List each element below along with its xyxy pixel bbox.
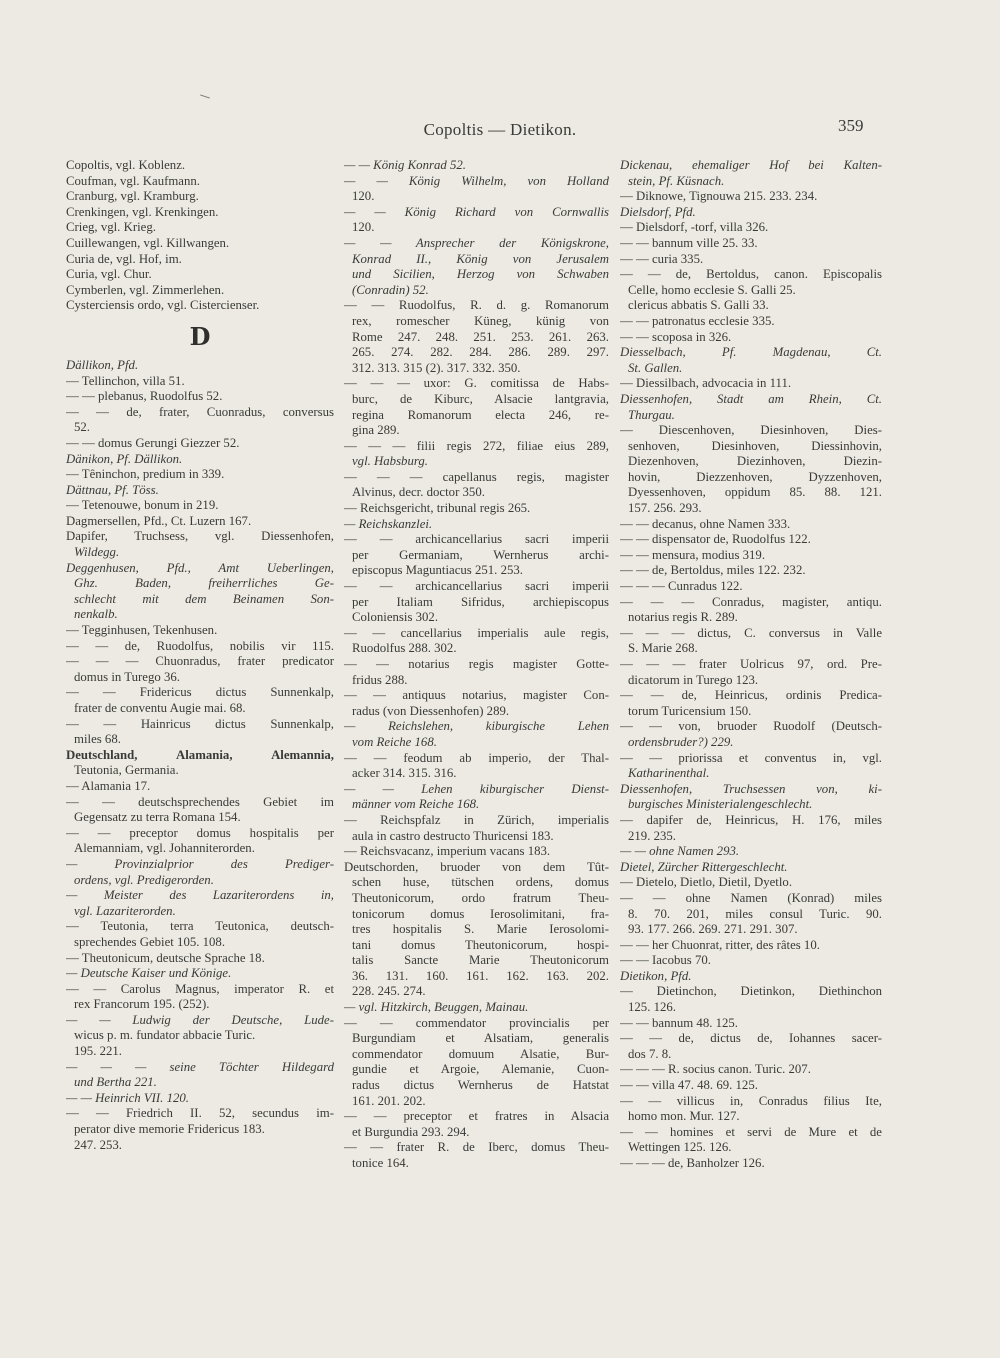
index-entry-line: — Teutonia, terra Teutonica, deutsch- <box>66 919 334 934</box>
index-entry-line: S. Marie 268. <box>628 641 698 656</box>
index-entry-line: Dänikon, Pf. Dällikon. <box>66 451 183 466</box>
index-entry-line: — — preceptor et fratres in Alsacia <box>344 1109 609 1124</box>
index-entry-line: Diezenhoven, Diezinhoven, Diezin- <box>628 454 882 469</box>
index-entry-line: — Reichslehen, kiburgische Lehen <box>344 719 609 734</box>
index-entry-line: aula in castro destructo Thuricensi 183. <box>352 828 554 843</box>
index-entry-line: — — bannum 48. 125. <box>620 1015 739 1030</box>
index-entry-line: 93. 177. 266. 269. 271. 291. 307. <box>628 922 798 937</box>
index-entry-line: — Reichskanzlei. <box>344 516 433 531</box>
index-entry-line: Dällikon, Pfd. <box>66 357 139 372</box>
index-entry-line: — — — Conradus, magister, antiqu. <box>620 594 882 609</box>
index-entry-line: Wettingen 125. 126. <box>628 1140 732 1155</box>
index-entry-line: Coloniensis 302. <box>352 610 439 625</box>
index-entry-line: — — scoposa in 326. <box>620 329 732 344</box>
index-entry-line: Deutschland, Alamania, Alemannia, <box>66 747 334 762</box>
index-entry-line: — Alamania 17. <box>66 778 151 793</box>
index-entry-line: — — her Chuonrat, ritter, des râtes 10. <box>620 937 820 952</box>
index-entry-line: — Meister des Lazariterordens in, <box>66 888 334 903</box>
index-entry-line: Thurgau. <box>628 407 675 422</box>
index-entry-line: Dättnau, Pf. Töss. <box>66 482 159 497</box>
index-entry-line: — — plebanus, Ruodolfus 52. <box>66 389 223 404</box>
index-column-1 <box>66 158 334 1153</box>
index-entry-line: — — villicus in, Conradus filius Ite, <box>620 1093 882 1108</box>
index-entry-line: per Germaniam, Wernherus archi- <box>352 547 609 562</box>
index-entry-line: — — domus Gerungi Giezzer 52. <box>66 435 240 450</box>
index-entry-line: Crieg, vgl. Krieg. <box>66 220 156 235</box>
index-entry-line: — — — Chuonradus, frater predicator <box>66 654 334 669</box>
index-entry-line: tres hospitalis S. Marie Ierosolomi- <box>352 922 609 937</box>
index-entry-line: Curia de, vgl. Hof, im. <box>66 251 182 266</box>
index-entry-line: tonice 164. <box>352 1156 409 1170</box>
index-entry-line: rex Francorum 195. (252). <box>74 997 210 1012</box>
index-entry-line: Cuillewangen, vgl. Killwangen. <box>66 235 230 250</box>
index-entry-line: — — homines et servi de Mure et de <box>620 1124 882 1139</box>
index-entry-line: Ghz. Baden, freiherrliches Ge- <box>74 576 334 591</box>
index-entry-line: — — Carolus Magnus, imperator R. et <box>66 981 334 996</box>
index-entry-line: Theutonicorum, ordo fratrum Theu- <box>352 890 609 905</box>
index-entry-line: Alvinus, decr. doctor 350. <box>352 485 485 500</box>
index-entry-line: 195. 221. <box>74 1044 122 1059</box>
index-entry-line: clericus abbatis S. Galli 33. <box>628 298 769 313</box>
index-entry-line: — — ohne Namen (Konrad) miles <box>620 890 882 905</box>
index-entry-line: 125. 126. <box>628 1000 676 1015</box>
index-entry-line: Wildegg. <box>74 545 120 560</box>
index-entry-line: radus (von Diessenhofen) 289. <box>352 703 510 718</box>
index-entry-line: — — — Cunradus 122. <box>620 579 743 594</box>
index-entry-line: Diessenhofen, Stadt am Rhein, Ct. <box>620 391 882 406</box>
index-entry-line: männer vom Reiche 168. <box>352 797 480 812</box>
index-entry-line: St. Gallen. <box>628 360 683 375</box>
index-entry-line: torum Turicensium 150. <box>628 703 752 718</box>
index-entry-line: — — cancellarius imperialis aule regis, <box>344 625 609 640</box>
index-entry-line: Alemanniam, vgl. Johanniterorden. <box>74 841 255 856</box>
index-entry-line: notarius regis R. 289. <box>628 610 738 625</box>
index-entry-line: Cymberlen, vgl. Zimmerlehen. <box>66 282 225 297</box>
index-entry-line: Coufman, vgl. Kaufmann. <box>66 173 200 188</box>
index-entry-line: — — Lehen kiburgischer Dienst- <box>344 781 609 796</box>
index-entry-line: regina Romanorum electa 246, re- <box>352 407 609 422</box>
index-entry-line: gina 289. <box>352 423 400 438</box>
index-entry-line: vgl. Habsburg. <box>352 454 428 469</box>
index-entry-line: — Reichspfalz in Zürich, imperialis <box>344 812 609 827</box>
index-entry-line: Dielsdorf, Pfd. <box>620 204 696 219</box>
index-entry-line: — — de, Bertoldus, canon. Episcopalis <box>620 267 882 282</box>
index-entry-line: — — Heinrich VII. 120. <box>66 1090 189 1105</box>
index-entry-line: Cranburg, vgl. Kramburg. <box>66 189 199 204</box>
index-entry-line: Burgundiam et Alsatiam, generalis <box>352 1031 609 1046</box>
index-entry-line: — — Iacobus 70. <box>620 953 711 968</box>
index-entry-line: perator dive memorie Fridericus 183. <box>74 1122 265 1137</box>
index-entry-line: Katharinenthal. <box>628 766 710 781</box>
index-entry-line: — — archicancellarius sacri imperii <box>344 579 609 594</box>
index-entry-line: — — patronatus ecclesie 335. <box>620 313 775 328</box>
index-entry-line: Dickenau, ehemaliger Hof bei Kalten- <box>620 158 882 172</box>
index-entry-line: Celle, homo ecclesie S. Galli 25. <box>628 282 796 297</box>
index-entry-line: rex, romescher Küneg, künig von <box>352 313 609 328</box>
index-entry-line: — — von, bruoder Ruodolf (Deutsch- <box>620 719 882 734</box>
index-entry-line: — Tellinchon, villa 51. <box>66 373 185 388</box>
index-entry-line: — Dietinchon, Dietinkon, Diethinchon <box>620 984 882 999</box>
index-entry-line: — — curia 335. <box>620 251 704 266</box>
index-entry-line: — Têninchon, predium in 339. <box>66 467 225 482</box>
index-entry-line: gundie et Argoie, Alemanie, Cuon- <box>352 1062 609 1077</box>
index-entry-line: fridus 288. <box>352 672 408 687</box>
index-entry-line: wicus p. m. fundator abbacie Turic. <box>74 1028 256 1043</box>
index-entry-line: — — preceptor domus hospitalis per <box>66 825 334 840</box>
index-entry-line: Ruodolfus 288. 302. <box>352 641 457 656</box>
index-entry-line: episcopus Maguntiacus 251. 253. <box>352 563 523 578</box>
index-entry-line: et Burgundia 293. 294. <box>352 1124 470 1139</box>
index-entry-line: 36. 131. 160. 161. 162. 163. 202. <box>352 968 609 983</box>
index-entry-line: — Tegginhusen, Tekenhusen. <box>66 623 218 638</box>
index-entry-line: — — Hainricus dictus Sunnenkalp, <box>66 716 334 731</box>
index-entry-line: — — de, Heinricus, ordinis Predica- <box>620 688 882 703</box>
index-entry-line: Gegensatz zu terra Romana 154. <box>74 810 241 825</box>
index-entry-line: — — König Wilhelm, von Holland <box>344 173 609 188</box>
index-entry-line: Dapifer, Truchsess, vgl. Diessenhofen, <box>66 529 334 544</box>
index-entry-line: homo mon. Mur. 127. <box>628 1109 740 1124</box>
index-entry-line: — — — frater Uolricus 97, ord. Pre- <box>620 657 882 671</box>
index-entry-line: 265. 274. 282. 284. 286. 289. 297. <box>352 345 609 360</box>
index-entry-line: 161. 201. 202. <box>352 1093 426 1108</box>
index-entry-line: (Conradin) 52. <box>352 282 429 297</box>
index-entry-line: Deggenhusen, Pfd., Amt Ueberlingen, <box>66 560 334 575</box>
index-entry-line: 312. 313. 315 (2). 317. 332. 350. <box>352 360 521 375</box>
index-entry-line: Dietel, Zürcher Rittergeschlecht. <box>620 859 788 874</box>
index-entry-line: — — Friedrich II. 52, secundus im- <box>66 1106 334 1121</box>
index-entry-line: — — Ansprecher der Königskrone, <box>344 235 609 250</box>
index-entry-line: burgisches Ministerialengeschlecht. <box>628 797 813 812</box>
print-speck <box>200 94 210 98</box>
index-entry-line: 247. 253. <box>74 1137 122 1152</box>
page-number: 359 <box>838 116 864 135</box>
index-entry-line: und Sicilien, Herzog von Schwaben <box>352 267 609 282</box>
index-entry-line: Curia, vgl. Chur. <box>66 267 152 282</box>
index-entry-line: sprechendes Gebiet 105. 108. <box>74 934 226 949</box>
index-entry-line: Rome 247. 248. 251. 253. 261. 263. <box>352 329 609 344</box>
index-entry-line: — — deutschsprechendes Gebiet im <box>66 794 334 809</box>
index-entry-line: Crenkingen, vgl. Krenkingen. <box>66 204 219 219</box>
index-entry-line: vom Reiche 168. <box>352 734 437 749</box>
index-entry-line: per Italiam Sifridus, archiepiscopus <box>352 594 609 609</box>
index-entry-line: und Bertha 221. <box>74 1075 157 1090</box>
index-entry-line: schlecht mit dem Beinamen Son- <box>74 591 334 606</box>
index-entry-line: — — antiquus notarius, magister Con- <box>344 688 609 703</box>
index-entry-line: — — archicancellarius sacri imperii <box>344 532 609 547</box>
index-entry-line: — — de, dictus de, Iohannes sacer- <box>620 1031 882 1046</box>
index-entry-line: Konrad II., König von Jerusalem <box>352 251 609 266</box>
index-entry-line: nenkalb. <box>74 607 118 622</box>
index-entry-line: hovin, Diezzenhoven, Dyzzenhoven, <box>628 469 882 484</box>
index-entry-line: ordens, vgl. Predigerorden. <box>74 872 214 887</box>
index-entry-line: Diesselbach, Pf. Magdenau, Ct. <box>620 345 882 360</box>
index-entry-line: — — — R. socius canon. Turic. 207. <box>620 1062 811 1077</box>
running-header: Copoltis — Dietikon. <box>423 120 577 139</box>
index-entry-line: — — König Konrad 52. <box>344 158 466 172</box>
index-entry-line: — Tetenouwe, bonum in 219. <box>66 498 219 513</box>
index-entry-line: — — Ludwig der Deutsche, Lude- <box>66 1012 334 1027</box>
index-entry-line: 120. <box>352 189 375 204</box>
index-entry-line: — — feodum ab imperio, der Thal- <box>344 750 609 765</box>
index-entry-line: — Theutonicum, deutsche Sprache 18. <box>66 950 265 965</box>
index-entry-line: acker 314. 315. 316. <box>352 766 457 781</box>
index-entry-line: — — — dictus, C. conversus in Valle <box>620 625 882 640</box>
index-entry-line: 8. 70. 201, miles consul Turic. 90. <box>628 906 882 921</box>
index-entry-line: frater de conventu Augie mai. 68. <box>74 701 246 715</box>
index-entry-line: — — mensura, modius 319. <box>620 547 766 562</box>
index-entry-line: — Dielsdorf, -torf, villa 326. <box>620 220 769 235</box>
index-entry-line: talis Sancte Marie Theutonicorum <box>352 953 609 968</box>
index-entry-line: — — ohne Namen 293. <box>620 844 740 859</box>
index-entry-line: 228. 245. 274. <box>352 984 426 999</box>
index-entry-line: — vgl. Hitzkirch, Beuggen, Mainau. <box>344 1000 529 1015</box>
index-entry-line: 157. 256. 293. <box>628 501 702 516</box>
index-entry-line: — — commendator provincialis per <box>344 1015 609 1030</box>
index-entry-line: — Diknowe, Tignouwa 215. 233. 234. <box>620 189 818 204</box>
index-entry-line: stein, Pf. Küsnach. <box>628 173 725 188</box>
index-entry-line: — Reichsgericht, tribunal regis 265. <box>344 501 531 516</box>
index-entry-line: — — frater R. de Iberc, domus Theu- <box>344 1140 609 1155</box>
index-entry-line: — — decanus, ohne Namen 333. <box>620 516 791 531</box>
index-entry-line: commendator domuum Alsatie, Bur- <box>352 1046 609 1061</box>
index-entry-line: — — bannum ville 25. 33. <box>620 235 758 250</box>
index-entry-line: — dapifer de, Heinricus, H. 176, miles <box>620 812 882 827</box>
index-entry-line: senhoven, Diesinhoven, Diessinhovin, <box>628 438 882 453</box>
index-entry-line: domus in Turego 36. <box>74 669 180 684</box>
section-letter: D <box>189 321 211 351</box>
index-entry-line: — — priorissa et conventus in, vgl. <box>620 750 882 765</box>
index-entry-line: schen huse, tütschen ordens, domus <box>352 875 609 890</box>
index-entry-line: — Dietelo, Dietlo, Dietil, Dyetlo. <box>620 875 793 890</box>
index-column-3 <box>620 158 882 1172</box>
index-entry-line: — — — filii regis 272, filiae eius 289, <box>344 438 609 453</box>
index-entry-line: — — — uxor: G. comitissa de Habs- <box>344 376 609 391</box>
index-entry-line: vgl. Lazariterorden. <box>74 903 176 918</box>
index-entry-line: — — König Richard von Cornwallis <box>344 204 609 219</box>
index-entry-line: tani domus Theutonicorum, hospi- <box>352 937 609 952</box>
index-entry-line: 52. <box>74 420 90 435</box>
index-entry-line: — — — de, Banholzer 126. <box>620 1156 765 1170</box>
index-entry-line: Dagmersellen, Pfd., Ct. Luzern 167. <box>66 513 252 528</box>
index-entry-line: Diessenhofen, Truchsessen von, ki- <box>620 781 882 796</box>
index-entry-line: — Diescenhoven, Diesinhoven, Dies- <box>620 423 882 438</box>
index-entry-line: — — Fridericus dictus Sunnenkalp, <box>66 685 334 700</box>
index-entry-line: — — — seine Töchter Hildegard <box>66 1059 334 1074</box>
index-entry-line: Copoltis, vgl. Koblenz. <box>66 158 186 172</box>
index-entry-line: — Reichsvacanz, imperium vacans 183. <box>344 844 551 859</box>
index-entry-line: — Diessilbach, advocacia in 111. <box>620 376 792 391</box>
index-entry-line: radus dictus Wernherus de Hatstat <box>352 1078 609 1093</box>
index-entry-line: — — de, Bertoldus, miles 122. 232. <box>620 563 806 578</box>
index-entry-line: — Provinzialprior des Prediger- <box>66 856 334 871</box>
index-entry-line: — — dispensator de, Ruodolfus 122. <box>620 532 811 547</box>
index-entry-line: dicatorum in Turego 123. <box>628 672 759 687</box>
index-entry-line: Cysterciensis ordo, vgl. Cistercienser. <box>66 298 260 313</box>
index-entry-line: miles 68. <box>74 732 121 747</box>
index-entry-line: dos 7. 8. <box>628 1046 672 1061</box>
index-entry-line: — — — capellanus regis, magister <box>344 469 609 484</box>
index-entry-line: burc, de Kiburc, Alsacie lantgravia, <box>352 391 609 406</box>
index-entry-line: — — de, Ruodolfus, nobilis vir 115. <box>66 638 334 653</box>
index-entry-line: Dietikon, Pfd. <box>620 968 692 983</box>
index-column-2 <box>344 158 609 1172</box>
index-entry-line: Teutonia, Germania. <box>74 763 179 778</box>
index-entry-line: — — Ruodolfus, R. d. g. Romanorum <box>344 298 609 313</box>
index-entry-line: Dyessenhoven, oppidum 85. 88. 121. <box>628 485 882 500</box>
index-entry-line: ordensbruder?) 229. <box>628 734 734 749</box>
index-entry-line: — — villa 47. 48. 69. 125. <box>620 1078 758 1093</box>
index-entry-line: — — de, frater, Cuonradus, conversus <box>66 404 334 419</box>
index-entry-line: — — notarius regis magister Gotte- <box>344 657 609 671</box>
index-entry-line: 219. 235. <box>628 828 676 843</box>
index-entry-line: tonicorum domus Ierosolimitani, fra- <box>352 906 609 921</box>
index-entry-line: — Deutsche Kaiser und Könige. <box>66 966 232 981</box>
index-entry-line: Deutschorden, bruoder von dem Tût- <box>344 859 609 874</box>
index-entry-line: 120. <box>352 220 375 235</box>
